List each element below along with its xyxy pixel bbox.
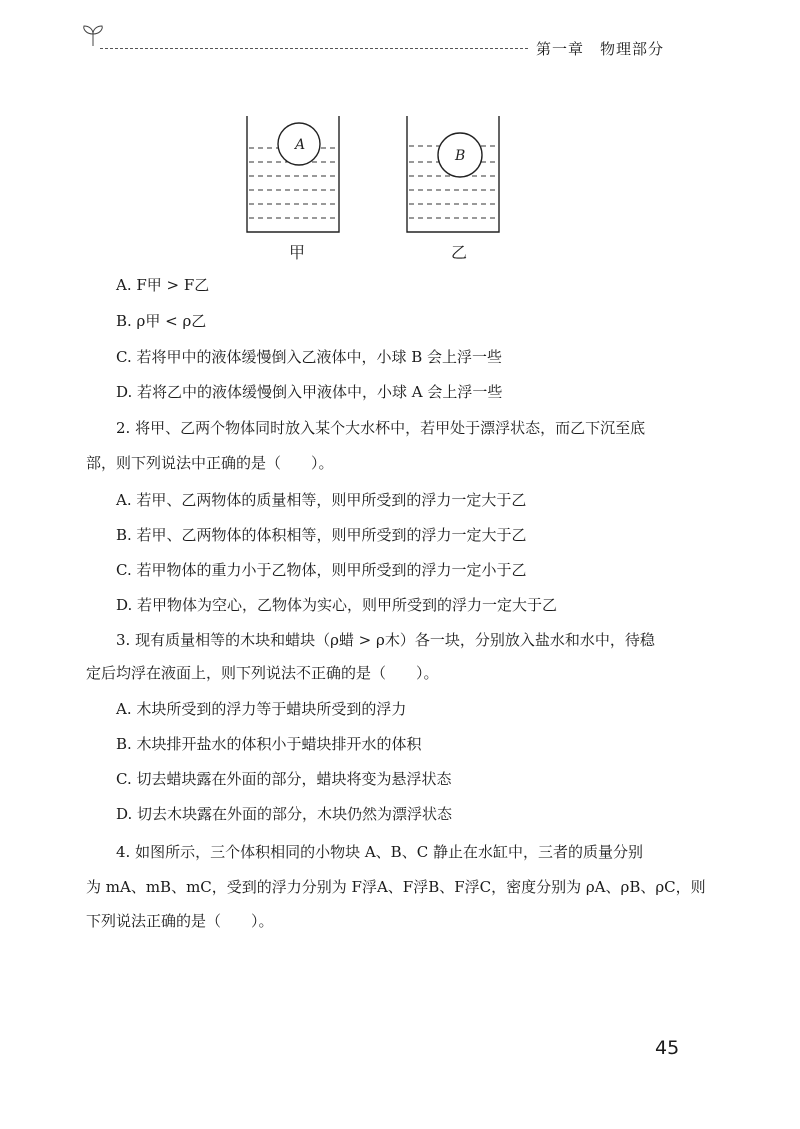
beaker-left [247,116,339,232]
q3-stem-line2: 定后均浮在液面上，则下列说法不正确的是（ ）。 [86,664,439,682]
beaker-right [407,116,499,232]
q2-option-d: D. 若甲物体为空心，乙物体为实心，则甲所受到的浮力一定大于乙 [116,596,558,614]
q4-stem-line3: 下列说法正确的是（ ）。 [86,912,274,930]
q2-stem-line2: 部，则下列说法中正确的是（ ）。 [86,454,334,472]
q3-stem-line1: 3. 现有质量相等的木块和蜡块（ρ蜡 > ρ木）各一块，分别放入盐水和水中，待稳 [116,631,655,649]
figure-label-right: 乙 [451,243,468,262]
beaker-figure [235,110,535,270]
header-rule [100,48,528,49]
ball-b-label: B [455,148,466,164]
q1-option-a: A. F甲 > F乙 [116,276,210,294]
figure-label-left: 甲 [289,243,306,262]
q4-stem-line2: 为 mA、mB、mC，受到的浮力分别为 F浮A、F浮B、F浮C，密度分别为 ρA、ρB、ρC，则 [86,878,706,896]
q2-option-b: B. 若甲、乙两物体的体积相等，则甲所受到的浮力一定大于乙 [116,526,527,544]
q1-option-c: C. 若将甲中的液体缓慢倒入乙液体中，小球 B 会上浮一些 [116,348,503,366]
q2-option-c: C. 若甲物体的重力小于乙物体，则甲所受到的浮力一定小于乙 [116,561,527,579]
q2-stem-line1: 2. 将甲、乙两个物体同时放入某个大水杯中，若甲处于漂浮状态，而乙下沉至底 [116,419,646,437]
q1-option-d: D. 若将乙中的液体缓慢倒入甲液体中，小球 A 会上浮一些 [116,383,503,401]
q4-stem-line1: 4. 如图所示，三个体积相同的小物块 A、B、C 静止在水缸中，三者的质量分别 [116,843,643,861]
q3-option-d: D. 切去木块露在外面的部分，木块仍然为漂浮状态 [116,805,453,823]
chapter-title: 第一章 物理部分 [536,40,665,58]
q3-option-b: B. 木块排开盐水的体积小于蜡块排开水的体积 [116,735,422,753]
ball-a-label: A [295,137,306,153]
leaf-ornament-icon [80,24,106,50]
q2-option-a: A. 若甲、乙两物体的质量相等，则甲所受到的浮力一定大于乙 [116,491,527,509]
q1-option-b: B. ρ甲 < ρ乙 [116,312,207,330]
q3-option-c: C. 切去蜡块露在外面的部分，蜡块将变为悬浮状态 [116,770,452,788]
page-number: 45 [655,1037,680,1059]
q3-option-a: A. 木块所受到的浮力等于蜡块所受到的浮力 [116,700,407,718]
